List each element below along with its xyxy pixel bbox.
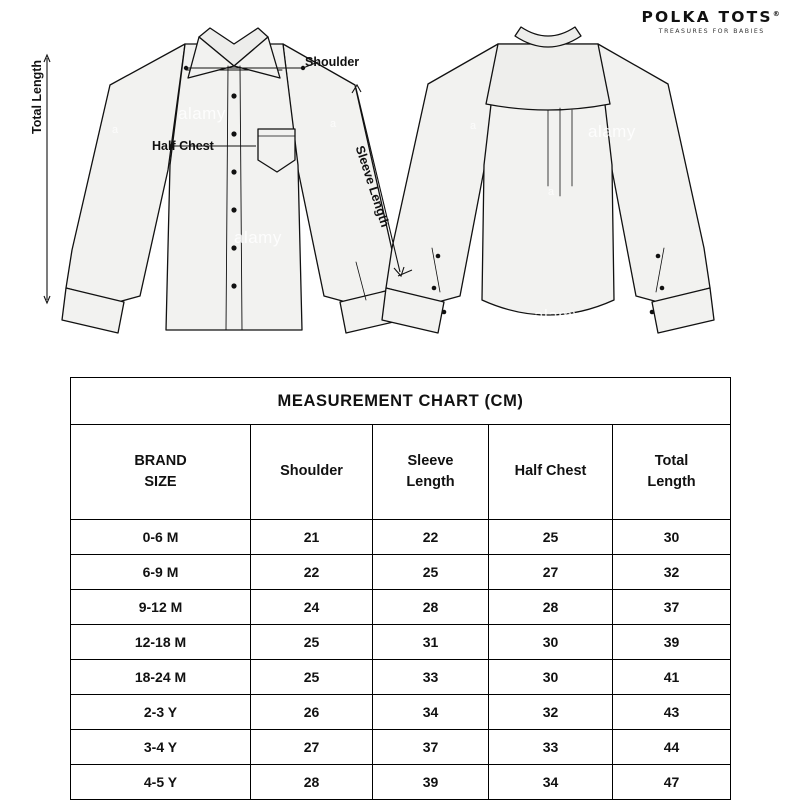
cell-total-length: 41: [613, 660, 731, 695]
cell-brand-size: 3-4 Y: [71, 730, 251, 765]
column-header-total-length: [613, 425, 731, 520]
cell-brand-size: 9-12 M: [71, 590, 251, 625]
shirt-diagram-svg: [0, 0, 800, 372]
cell-brand-size: 18-24 M: [71, 660, 251, 695]
table-row: [71, 765, 731, 800]
cell-total-length: 43: [613, 695, 731, 730]
cell-brand-size: 0-6 M: [71, 520, 251, 555]
shirt-illustration: [0, 0, 800, 372]
column-header-line: SIZE: [144, 474, 177, 490]
cell-sleeve-length: 28: [373, 590, 489, 625]
cell-brand-size: 12-18 M: [71, 625, 251, 660]
cell-total-length: 32: [613, 555, 731, 590]
watermark-mark: a: [470, 120, 477, 132]
cell-total-length: 44: [613, 730, 731, 765]
cell-half-chest: 27: [489, 555, 613, 590]
cell-shoulder: 22: [251, 555, 373, 590]
cell-sleeve-length: 25: [373, 555, 489, 590]
cell-total-length: 30: [613, 520, 731, 555]
table-row: [71, 520, 731, 555]
column-header-sleeve-length: [373, 425, 489, 520]
watermark-mark: a: [330, 118, 337, 130]
cell-half-chest: 28: [489, 590, 613, 625]
table-row: [71, 695, 731, 730]
column-header-line: Sleeve: [407, 452, 454, 469]
cell-total-length: 47: [613, 765, 731, 800]
cell-half-chest: 32: [489, 695, 613, 730]
cell-total-length: 37: [613, 590, 731, 625]
cell-half-chest: 30: [489, 660, 613, 695]
column-header-line: Length: [406, 474, 455, 490]
cell-half-chest: 34: [489, 765, 613, 800]
chart-title: MEASUREMENT CHART (CM): [71, 378, 731, 425]
cell-sleeve-length: 39: [373, 765, 489, 800]
cell-shoulder: 25: [251, 660, 373, 695]
cell-sleeve-length: 22: [373, 520, 489, 555]
cell-half-chest: 33: [489, 730, 613, 765]
cell-half-chest: 25: [489, 520, 613, 555]
cell-sleeve-length: 34: [373, 695, 489, 730]
watermark: alamy: [178, 104, 226, 123]
cell-shoulder: 24: [251, 590, 373, 625]
cell-shoulder: 25: [251, 625, 373, 660]
cell-shoulder: 26: [251, 695, 373, 730]
column-header-shoulder: Shoulder: [251, 425, 373, 520]
table-row: [71, 555, 731, 590]
table-row: [71, 625, 731, 660]
cell-brand-size: 2-3 Y: [71, 695, 251, 730]
cell-shoulder: 28: [251, 765, 373, 800]
column-header-line: Total: [654, 452, 689, 469]
watermark-mark: a: [112, 124, 119, 136]
table-row: [71, 660, 731, 695]
watermark: alamy: [534, 306, 582, 325]
measurement-chart: [70, 377, 730, 800]
cell-sleeve-length: 37: [373, 730, 489, 765]
cell-brand-size: 6-9 M: [71, 555, 251, 590]
cell-sleeve-length: 33: [373, 660, 489, 695]
annotation-half-chest: Half Chest: [152, 139, 214, 153]
brand-name-text: POLKA TOTS: [641, 8, 773, 26]
cell-sleeve-length: 31: [373, 625, 489, 660]
table-header-row: [71, 425, 731, 520]
annotation-total-length: Total Length: [30, 59, 44, 134]
cell-half-chest: 30: [489, 625, 613, 660]
column-header-line: BRAND: [134, 452, 187, 469]
shirt-back-view: [382, 27, 714, 333]
watermark-mark: a: [548, 186, 555, 198]
annotation-sleeve-length: Sleeve Length: [352, 144, 393, 229]
registered-mark: ®: [772, 9, 782, 18]
cell-brand-size: 4-5 Y: [71, 765, 251, 800]
watermark: alamy: [234, 228, 282, 247]
cell-total-length: 39: [613, 625, 731, 660]
brand-tagline: TREASURES FOR BABIES: [658, 27, 765, 35]
cell-shoulder: 27: [251, 730, 373, 765]
watermark: alamy: [588, 122, 636, 141]
annotation-shoulder: Shoulder: [305, 55, 360, 69]
measurement-table: [70, 377, 731, 800]
table-row: [71, 730, 731, 765]
column-header-line: Length: [647, 474, 696, 490]
column-header-brand-size: [71, 425, 251, 520]
cell-shoulder: 21: [251, 520, 373, 555]
table-row: [71, 590, 731, 625]
column-header-half-chest: Half Chest: [489, 425, 613, 520]
chart-title-row: [71, 378, 731, 425]
